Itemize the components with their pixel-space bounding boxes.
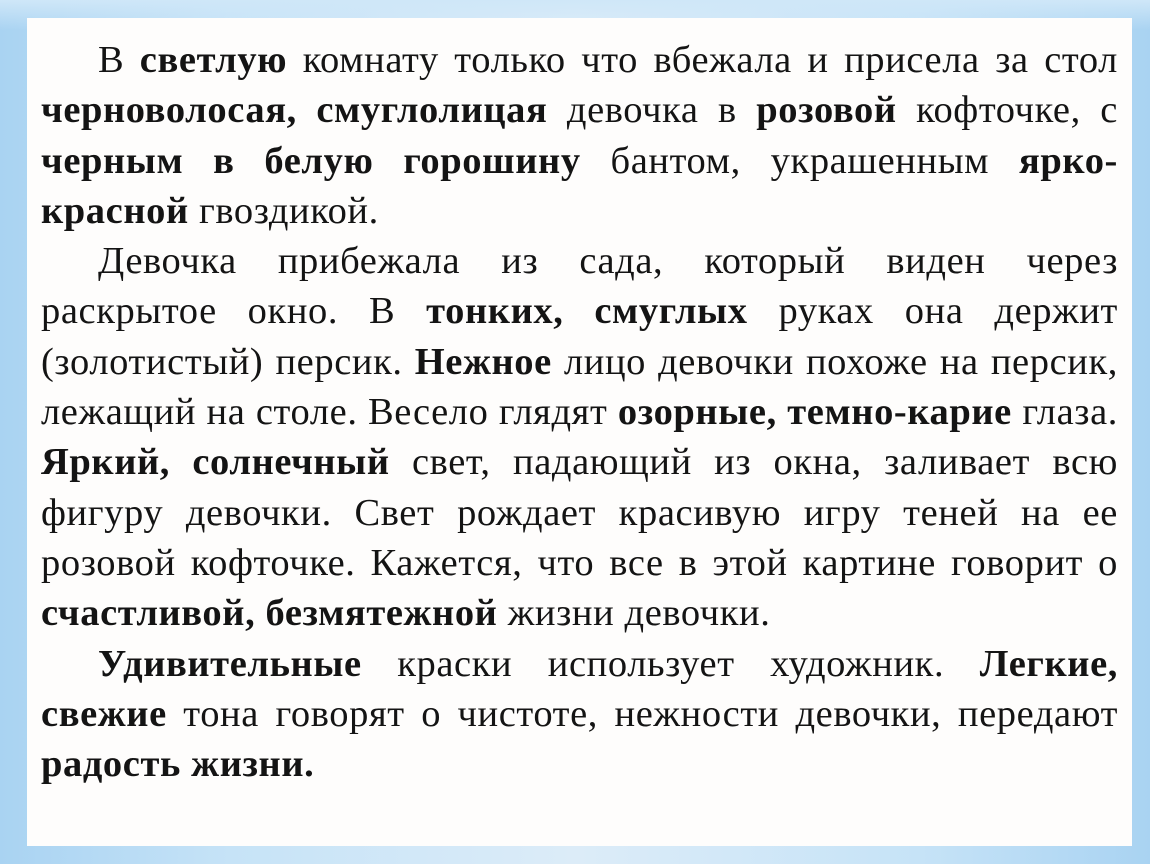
paragraph-text: В xyxy=(98,39,140,81)
paragraph-3 xyxy=(41,639,1118,790)
paragraph-text: свет, падающий из окна, заливает всю фигуру девочки. Свет рождает красивую игру теней на ее розовой кофточке. Кажется, что все в этой картине говорит о xyxy=(41,441,1118,584)
paragraph-text: кофточке, с xyxy=(896,89,1118,132)
paragraph-text: глаза. xyxy=(1011,391,1119,434)
paragraph-1 xyxy=(41,35,1118,236)
highlighted-word: розовой xyxy=(756,89,897,132)
paragraph-text: Девочка прибежала из сада, который виден через раскрытое окно. В xyxy=(41,240,1118,333)
highlighted-word: черным в белую горошину xyxy=(41,139,581,182)
highlighted-word: радость жизни. xyxy=(41,743,315,786)
text-panel xyxy=(27,18,1132,846)
highlighted-word: тонких, смуглых xyxy=(426,290,748,333)
paragraph-2 xyxy=(41,236,1118,638)
highlighted-word: Удивительные xyxy=(98,642,362,685)
highlighted-word: озорные, темно-карие xyxy=(617,391,1012,434)
highlighted-word: Яркий, солнечный xyxy=(41,441,390,484)
highlighted-word: ярко-красной xyxy=(41,139,1118,232)
highlighted-word: Легкие, свежие xyxy=(41,642,1118,735)
paragraph-text: гвоздикой. xyxy=(188,189,379,232)
paragraph-text: тона говорят о чистоте, нежности девочки, передают xyxy=(166,692,1118,735)
highlighted-word: светлую xyxy=(139,39,288,81)
paragraph-text: жизни девочки. xyxy=(497,592,771,635)
highlighted-word: счастливой, безмятежной xyxy=(41,592,498,635)
highlighted-word: черноволосая, смуглолицая xyxy=(41,89,548,132)
paragraph-text: девочка в xyxy=(547,89,757,132)
paragraph-text: лицо девочки похоже на персик, лежащий на столе. Весело глядят xyxy=(41,340,1118,434)
paragraph-text: комнату только что вбежала и присела за стол xyxy=(287,39,1118,81)
highlighted-word: Нежное xyxy=(414,340,552,383)
paragraph-text: руках она держит (золотистый) персик. xyxy=(41,290,1118,383)
paragraph-text: краски использует художник. xyxy=(361,642,980,685)
paragraph-text: бантом, украшенным xyxy=(580,139,1019,182)
